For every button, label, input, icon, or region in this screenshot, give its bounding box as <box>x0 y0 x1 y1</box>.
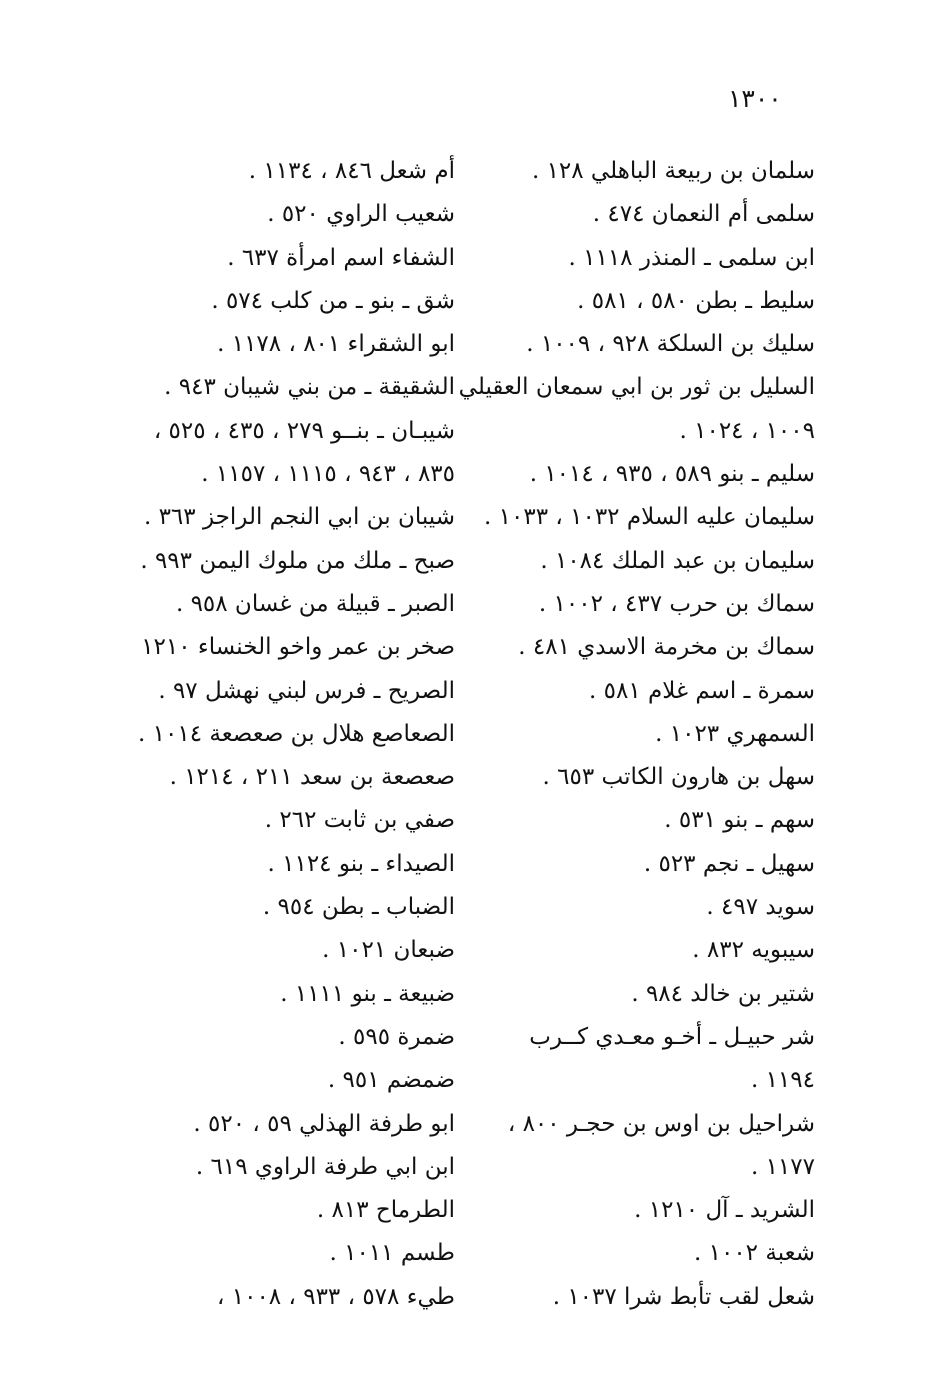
page-number: ١٣٠٠ <box>728 84 782 113</box>
index-entry: سليمان بن عبد الملك ١٠٨٤ . <box>540 547 815 574</box>
index-entry: سهيل ـ نجم ٥٢٣ . <box>643 850 815 877</box>
index-entry: ١٠٠٩ ، ١٠٢٤ . <box>679 417 815 444</box>
index-entry: الضباب ـ بطن ٩٥٤ . <box>262 894 455 921</box>
index-entry: سليم ـ بنو ٥٨٩ ، ٩٣٥ ، ١٠١٤ . <box>529 461 815 488</box>
index-entry: صبح ـ ملك من ملوك اليمن ٩٩٣ . <box>140 547 455 574</box>
index-entry: شعبة ١٠٠٢ . <box>694 1240 815 1267</box>
index-entry: الصيداء ـ بنو ١١٢٤ . <box>267 850 455 877</box>
index-entry: أم شعل ٨٤٦ ، ١١٣٤ . <box>248 158 455 184</box>
index-entry: سهل بن هارون الكاتب ٦٥٣ . <box>542 764 815 791</box>
index-entry: الصعاصع هلال بن صعصعة ١٠١٤ . <box>138 720 455 747</box>
index-entry: سليمان عليه السلام ١٠٣٢ ، ١٠٣٣ . <box>484 504 815 531</box>
index-entry: سلمى أم النعمان ٤٧٤ . <box>592 201 815 228</box>
index-entry: سليط ـ بطن ٥٨٠ ، ٥٨١ . <box>577 287 815 314</box>
index-column-left <box>110 150 455 1319</box>
index-entry: الشقيقة ـ من بني شيبان ٩٤٣ . <box>164 374 455 401</box>
index-entry: سماك بن حرب ٤٣٧ ، ١٠٠٢ . <box>538 590 815 617</box>
index-entry: شر حبيـل ـ أخـو معـدي كــرب <box>529 1023 815 1050</box>
index-entry: الشريد ـ آل ١٢١٠ . <box>634 1197 815 1224</box>
index-entry: سلمان بن ربيعة الباهلي ١٢٨ . <box>531 158 815 184</box>
index-entry: السمهري ١٠٢٣ . <box>655 720 815 747</box>
index-entry: الصريح ـ فرس لبني نهشل ٩٧ . <box>158 677 455 704</box>
index-entry: ضمرة ٥٩٥ . <box>338 1023 455 1050</box>
index-entry: سليك بن السلكة ٩٢٨ ، ١٠٠٩ . <box>526 331 815 358</box>
index-entry: ضبعان ١٠٢١ . <box>322 937 455 964</box>
index-column-right <box>458 150 815 1319</box>
index-entry: ضبيعة ـ بنو ١١١١ . <box>280 980 455 1007</box>
index-entry: سمرة ـ اسم غلام ٥٨١ . <box>589 677 815 704</box>
index-entry: صفي بن ثابت ٢٦٢ . <box>264 807 455 834</box>
index-entry: ابن سلمى ـ المنذر ١١١٨ . <box>568 244 815 271</box>
index-entry: شراحيل بن اوس بن حجـر ٨٠٠ ، <box>507 1110 815 1137</box>
index-entry: طسم ١٠١١ . <box>329 1240 455 1267</box>
index-entry: ضمضم ٩٥١ . <box>327 1067 455 1094</box>
index-entry: شيبـان ـ بنــو ٢٧٩ ، ٤٣٥ ، ٥٢٥ ، <box>153 417 455 444</box>
index-entry: الصبر ـ قبيلة من غسان ٩٥٨ . <box>175 590 455 617</box>
index-entry: شعيب الراوي ٥٢٠ . <box>267 201 455 228</box>
index-entry: سيبويه ٨٣٢ . <box>692 937 815 964</box>
index-entry: الطرماح ٨١٣ . <box>316 1197 455 1224</box>
index-entry: شعل لقب تأبط شرا ١٠٣٧ . <box>552 1283 815 1310</box>
index-entry: السليل بن ثور بن ابي سمعان العقيلي <box>458 374 815 401</box>
index-entry: طيء ٥٧٨ ، ٩٣٣ ، ١٠٠٨ ، <box>217 1283 455 1310</box>
index-entry: شيبان بن ابي النجم الراجز ٣٦٣ . <box>143 504 455 531</box>
index-entry: ابن ابي طرفة الراوي ٦١٩ . <box>195 1153 455 1180</box>
index-entry: ١١٩٤ . <box>750 1067 815 1094</box>
index-entry: ٨٣٥ ، ٩٤٣ ، ١١١٥ ، ١١٥٧ . <box>201 461 455 488</box>
index-entry: الشفاء اسم امرأة ٦٣٧ . <box>227 244 455 271</box>
index-entry: صعصعة بن سعد ٢١١ ، ١٢١٤ . <box>169 764 455 791</box>
index-entry: ابو طرفة الهذلي ٥٩ ، ٥٢٠ . <box>193 1110 455 1137</box>
index-entry: سهم ـ بنو ٥٣١ . <box>664 807 815 834</box>
index-entry: شق ـ بنو ـ من كلب ٥٧٤ . <box>211 287 455 314</box>
index-entry: صخر بن عمر واخو الخنساء ١٢١٠ <box>141 634 455 661</box>
index-entry: ابو الشقراء ٨٠١ ، ١١٧٨ . <box>217 331 455 358</box>
index-entry: سماك بن مخرمة الاسدي ٤٨١ . <box>518 634 815 661</box>
index-entry: ١١٧٧ . <box>750 1153 815 1180</box>
index-entry: شتير بن خالد ٩٨٤ . <box>631 980 815 1007</box>
index-entry: سويد ٤٩٧ . <box>706 894 815 921</box>
